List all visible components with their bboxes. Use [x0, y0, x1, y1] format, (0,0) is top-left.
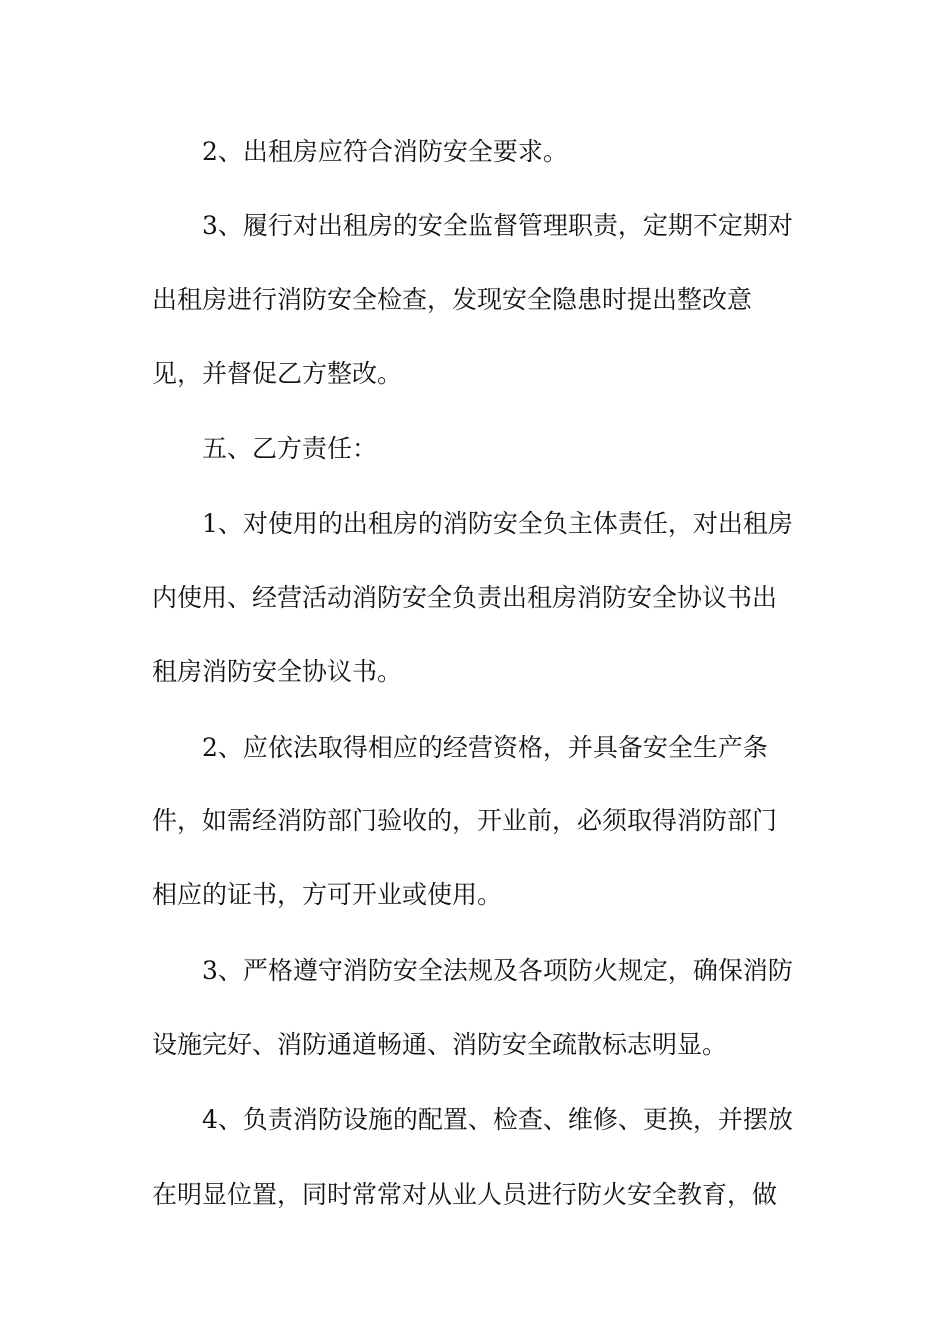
paragraph-line: 见，并督促乙方整改。 — [152, 359, 403, 388]
paragraph-line: 租房消防安全协议书。 — [152, 657, 403, 686]
paragraph-line: 4、负责消防设施的配置、检查、维修、更换，并摆放 — [202, 1105, 793, 1134]
paragraph-line: 2、出租房应符合消防安全要求。 — [202, 137, 568, 166]
paragraph-line: 设施完好、消防通道畅通、消防安全疏散标志明显。 — [152, 1030, 728, 1059]
paragraph-line: 相应的证书，方可开业或使用。 — [152, 880, 503, 909]
paragraph-line: 1、对使用的出租房的消防安全负主体责任，对出租房 — [202, 509, 793, 538]
paragraph-line: 3、履行对出租房的安全监督管理职责，定期不定期对 — [202, 211, 793, 240]
paragraph-line: 件，如需经消防部门验收的，开业前，必须取得消防部门 — [152, 806, 778, 835]
paragraph-line: 出租房进行消防安全检查，发现安全隐患时提出整改意 — [152, 285, 753, 314]
paragraph-line: 3、严格遵守消防安全法规及各项防火规定，确保消防 — [202, 956, 793, 985]
paragraph-line: 内使用、经营活动消防安全负责出租房消防安全协议书出 — [152, 583, 778, 612]
paragraph-line: 2、应依法取得相应的经营资格，并具备安全生产条 — [202, 733, 768, 762]
section-heading: 五、乙方责任： — [202, 434, 378, 463]
paragraph-line: 在明显位置，同时常常对从业人员进行防火安全教育，做 — [152, 1180, 778, 1209]
